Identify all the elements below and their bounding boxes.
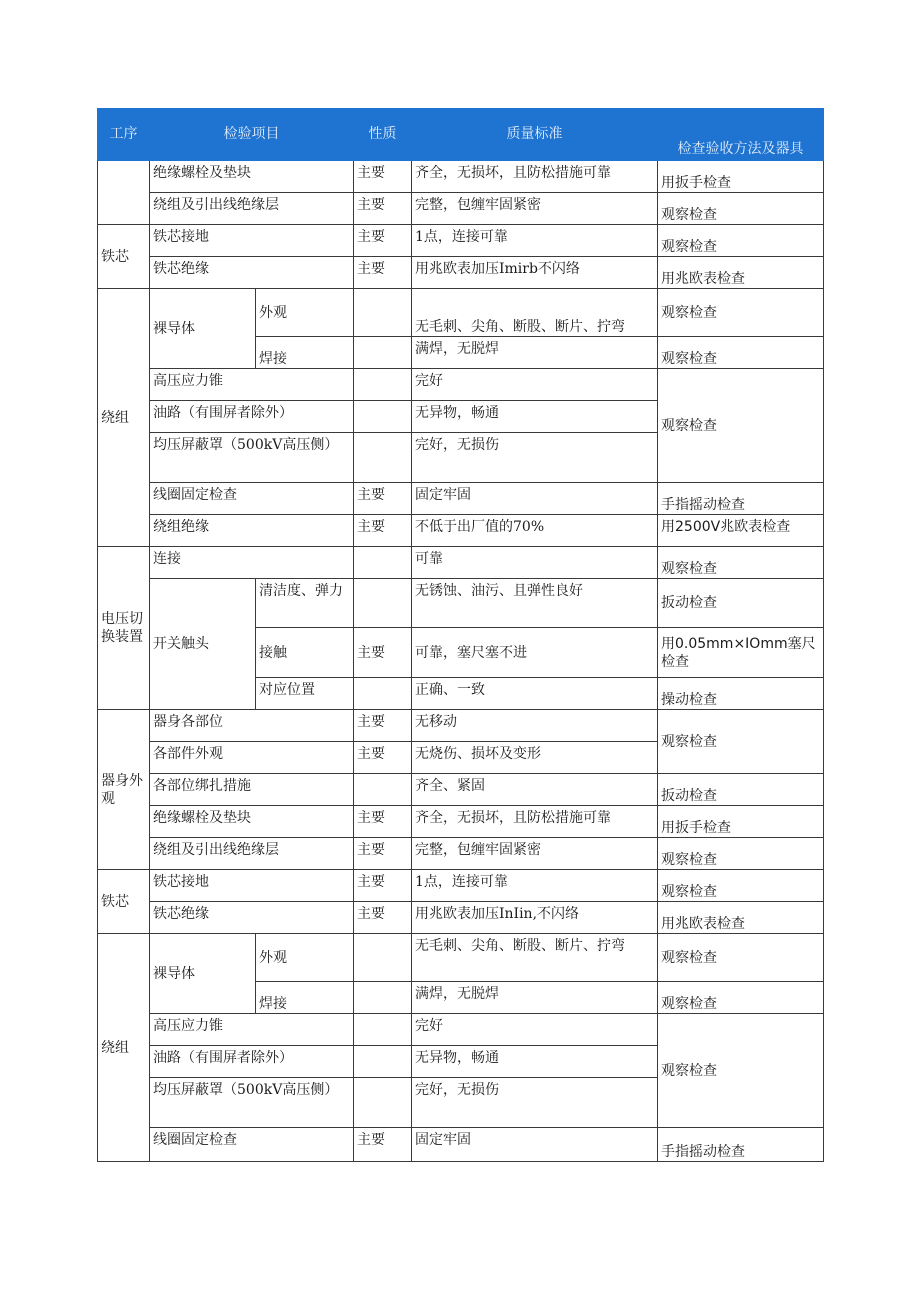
item-cell: 线圈固定检查	[150, 1128, 354, 1162]
method-cell: 观察检查	[658, 193, 824, 225]
nature-cell	[354, 1046, 412, 1078]
method-cell: 手指摇动检查	[658, 1128, 824, 1162]
standard-cell: 无毛刺、尖角、断股、断片、拧弯	[412, 934, 658, 982]
method-cell: 观察检查	[658, 337, 824, 369]
header-method: 检查验收方法及器具	[658, 109, 824, 161]
standard-cell: 完好	[412, 369, 658, 401]
method-cell: 观察检查	[658, 934, 824, 982]
item-cell: 连接	[150, 547, 354, 579]
method-cell: 用2500V兆欧表检查	[658, 515, 824, 547]
standard-cell: 固定牢固	[412, 1128, 658, 1162]
method-cell: 观察检查	[658, 369, 824, 483]
nature-cell	[354, 337, 412, 369]
item-cell: 均压屏蔽罩（500kV高压侧）	[150, 1078, 354, 1128]
standard-cell: 无毛刺、尖角、断股、断片、拧弯	[412, 289, 658, 337]
process-cell: 铁芯	[98, 225, 150, 289]
table-row	[98, 161, 824, 193]
process-cell: 绕组	[98, 934, 150, 1162]
table-row	[98, 838, 824, 870]
standard-cell: 齐全、紧固	[412, 774, 658, 806]
item-cell: 线圈固定检查	[150, 483, 354, 515]
item-cell: 各部位绑扎措施	[150, 774, 354, 806]
item-cell: 铁芯接地	[150, 870, 354, 902]
standard-cell: 无异物，畅通	[412, 401, 658, 433]
nature-cell: 主要	[354, 806, 412, 838]
standard-cell: 满焊，无脱焊	[412, 982, 658, 1014]
item-cell: 油路（有围屏者除外）	[150, 1046, 354, 1078]
header-process: 工序	[98, 109, 150, 161]
method-cell: 观察检查	[658, 1014, 824, 1128]
nature-cell: 主要	[354, 838, 412, 870]
item-cell: 绕组绝缘	[150, 515, 354, 547]
item-cell: 铁芯接地	[150, 225, 354, 257]
nature-cell	[354, 401, 412, 433]
method-cell: 扳动检查	[658, 774, 824, 806]
method-cell: 观察检查	[658, 982, 824, 1014]
table-row	[98, 902, 824, 934]
nature-cell	[354, 678, 412, 710]
standard-cell: 固定牢固	[412, 483, 658, 515]
sub-item-cell: 外观	[256, 934, 354, 982]
nature-cell	[354, 982, 412, 1014]
standard-cell: 不低于出厂值的70%	[412, 515, 658, 547]
header-row	[98, 109, 824, 161]
nature-cell	[354, 579, 412, 628]
item-cell: 绕组及引出线绝缘层	[150, 193, 354, 225]
header-item: 检验项目	[150, 109, 354, 161]
standard-cell: 完好，无损伤	[412, 433, 658, 483]
nature-cell: 主要	[354, 710, 412, 742]
table-row	[98, 515, 824, 547]
table-row	[98, 289, 824, 337]
table-row	[98, 1014, 824, 1046]
nature-cell: 主要	[354, 515, 412, 547]
table-row	[98, 547, 824, 579]
item-cell: 裸导体	[150, 289, 256, 369]
method-cell: 观察检查	[658, 710, 824, 774]
nature-cell	[354, 547, 412, 579]
table-row	[98, 710, 824, 742]
method-cell: 观察检查	[658, 547, 824, 579]
nature-cell	[354, 369, 412, 401]
method-cell: 观察检查	[658, 225, 824, 257]
process-cell: 铁芯	[98, 870, 150, 934]
method-cell: 观察检查	[658, 838, 824, 870]
method-cell: 用扳手检查	[658, 161, 824, 193]
nature-cell	[354, 774, 412, 806]
process-cell: 器身外观	[98, 710, 150, 870]
nature-cell: 主要	[354, 483, 412, 515]
sub-item-cell: 外观	[256, 289, 354, 337]
sub-item-cell: 对应位置	[256, 678, 354, 710]
item-cell: 铁芯绝缘	[150, 257, 354, 289]
nature-cell	[354, 934, 412, 982]
table-row	[98, 257, 824, 289]
item-cell: 器身各部位	[150, 710, 354, 742]
method-cell: 手指摇动检查	[658, 483, 824, 515]
item-cell: 高压应力锥	[150, 369, 354, 401]
table-row	[98, 1128, 824, 1162]
method-cell: 观察检查	[658, 289, 824, 337]
standard-cell: 无移动	[412, 710, 658, 742]
method-cell: 用兆欧表检查	[658, 902, 824, 934]
table-row	[98, 369, 824, 401]
nature-cell	[354, 1014, 412, 1046]
standard-cell: 完整，包缠牢固紧密	[412, 193, 658, 225]
method-cell: 用扳手检查	[658, 806, 824, 838]
standard-cell: 1点，连接可靠	[412, 225, 658, 257]
nature-cell: 主要	[354, 257, 412, 289]
nature-cell: 主要	[354, 193, 412, 225]
nature-cell: 主要	[354, 628, 412, 678]
method-cell: 用0.05mm×IOmm塞尺检查	[658, 628, 824, 678]
table-row	[98, 225, 824, 257]
nature-cell: 主要	[354, 870, 412, 902]
table-row	[98, 579, 824, 628]
item-cell: 绕组及引出线绝缘层	[150, 838, 354, 870]
item-cell: 裸导体	[150, 934, 256, 1014]
sub-item-cell: 焊接	[256, 982, 354, 1014]
item-cell: 均压屏蔽罩（500kV高压侧）	[150, 433, 354, 483]
method-cell: 操动检查	[658, 678, 824, 710]
standard-cell: 无烧伤、损坏及变形	[412, 742, 658, 774]
sub-item-cell: 接触	[256, 628, 354, 678]
standard-cell: 用兆欧表加压Imirb不闪络	[412, 257, 658, 289]
standard-cell: 正确、一致	[412, 678, 658, 710]
item-cell: 绝缘螺栓及垫块	[150, 806, 354, 838]
table-row	[98, 483, 824, 515]
standard-cell: 可靠	[412, 547, 658, 579]
table-row	[98, 870, 824, 902]
nature-cell: 主要	[354, 161, 412, 193]
nature-cell	[354, 1078, 412, 1128]
nature-cell: 主要	[354, 225, 412, 257]
standard-cell: 满焊，无脱焊	[412, 337, 658, 369]
table-row	[98, 774, 824, 806]
standard-cell: 可靠，塞尺塞不进	[412, 628, 658, 678]
table-row	[98, 934, 824, 982]
sub-item-cell: 清洁度、弹力	[256, 579, 354, 628]
process-cell	[98, 161, 150, 225]
standard-cell: 1点，连接可靠	[412, 870, 658, 902]
process-cell: 电压切换装置	[98, 547, 150, 710]
standard-cell: 完好	[412, 1014, 658, 1046]
nature-cell: 主要	[354, 742, 412, 774]
process-cell: 绕组	[98, 289, 150, 547]
item-cell: 油路（有围屏者除外）	[150, 401, 354, 433]
header-nature: 性质	[354, 109, 412, 161]
nature-cell	[354, 433, 412, 483]
header-standard: 质量标准	[412, 109, 658, 161]
inspection-table	[97, 108, 824, 1162]
item-cell: 绝缘螺栓及垫块	[150, 161, 354, 193]
table-row	[98, 193, 824, 225]
item-cell: 各部件外观	[150, 742, 354, 774]
standard-cell: 齐全，无损坏，且防松措施可靠	[412, 806, 658, 838]
standard-cell: 完整，包缠牢固紧密	[412, 838, 658, 870]
standard-cell: 无锈蚀、油污、且弹性良好	[412, 579, 658, 628]
table-row	[98, 806, 824, 838]
standard-cell: 齐全，无损坏，且防松措施可靠	[412, 161, 658, 193]
item-cell: 高压应力锥	[150, 1014, 354, 1046]
nature-cell	[354, 289, 412, 337]
nature-cell: 主要	[354, 1128, 412, 1162]
method-cell: 扳动检查	[658, 579, 824, 628]
nature-cell: 主要	[354, 902, 412, 934]
standard-cell: 完好，无损伤	[412, 1078, 658, 1128]
method-cell: 用兆欧表检查	[658, 257, 824, 289]
standard-cell: 用兆欧表加压InIin,不闪络	[412, 902, 658, 934]
standard-cell: 无异物，畅通	[412, 1046, 658, 1078]
sub-item-cell: 焊接	[256, 337, 354, 369]
item-cell: 铁芯绝缘	[150, 902, 354, 934]
method-cell: 观察检查	[658, 870, 824, 902]
item-cell: 开关触头	[150, 579, 256, 710]
